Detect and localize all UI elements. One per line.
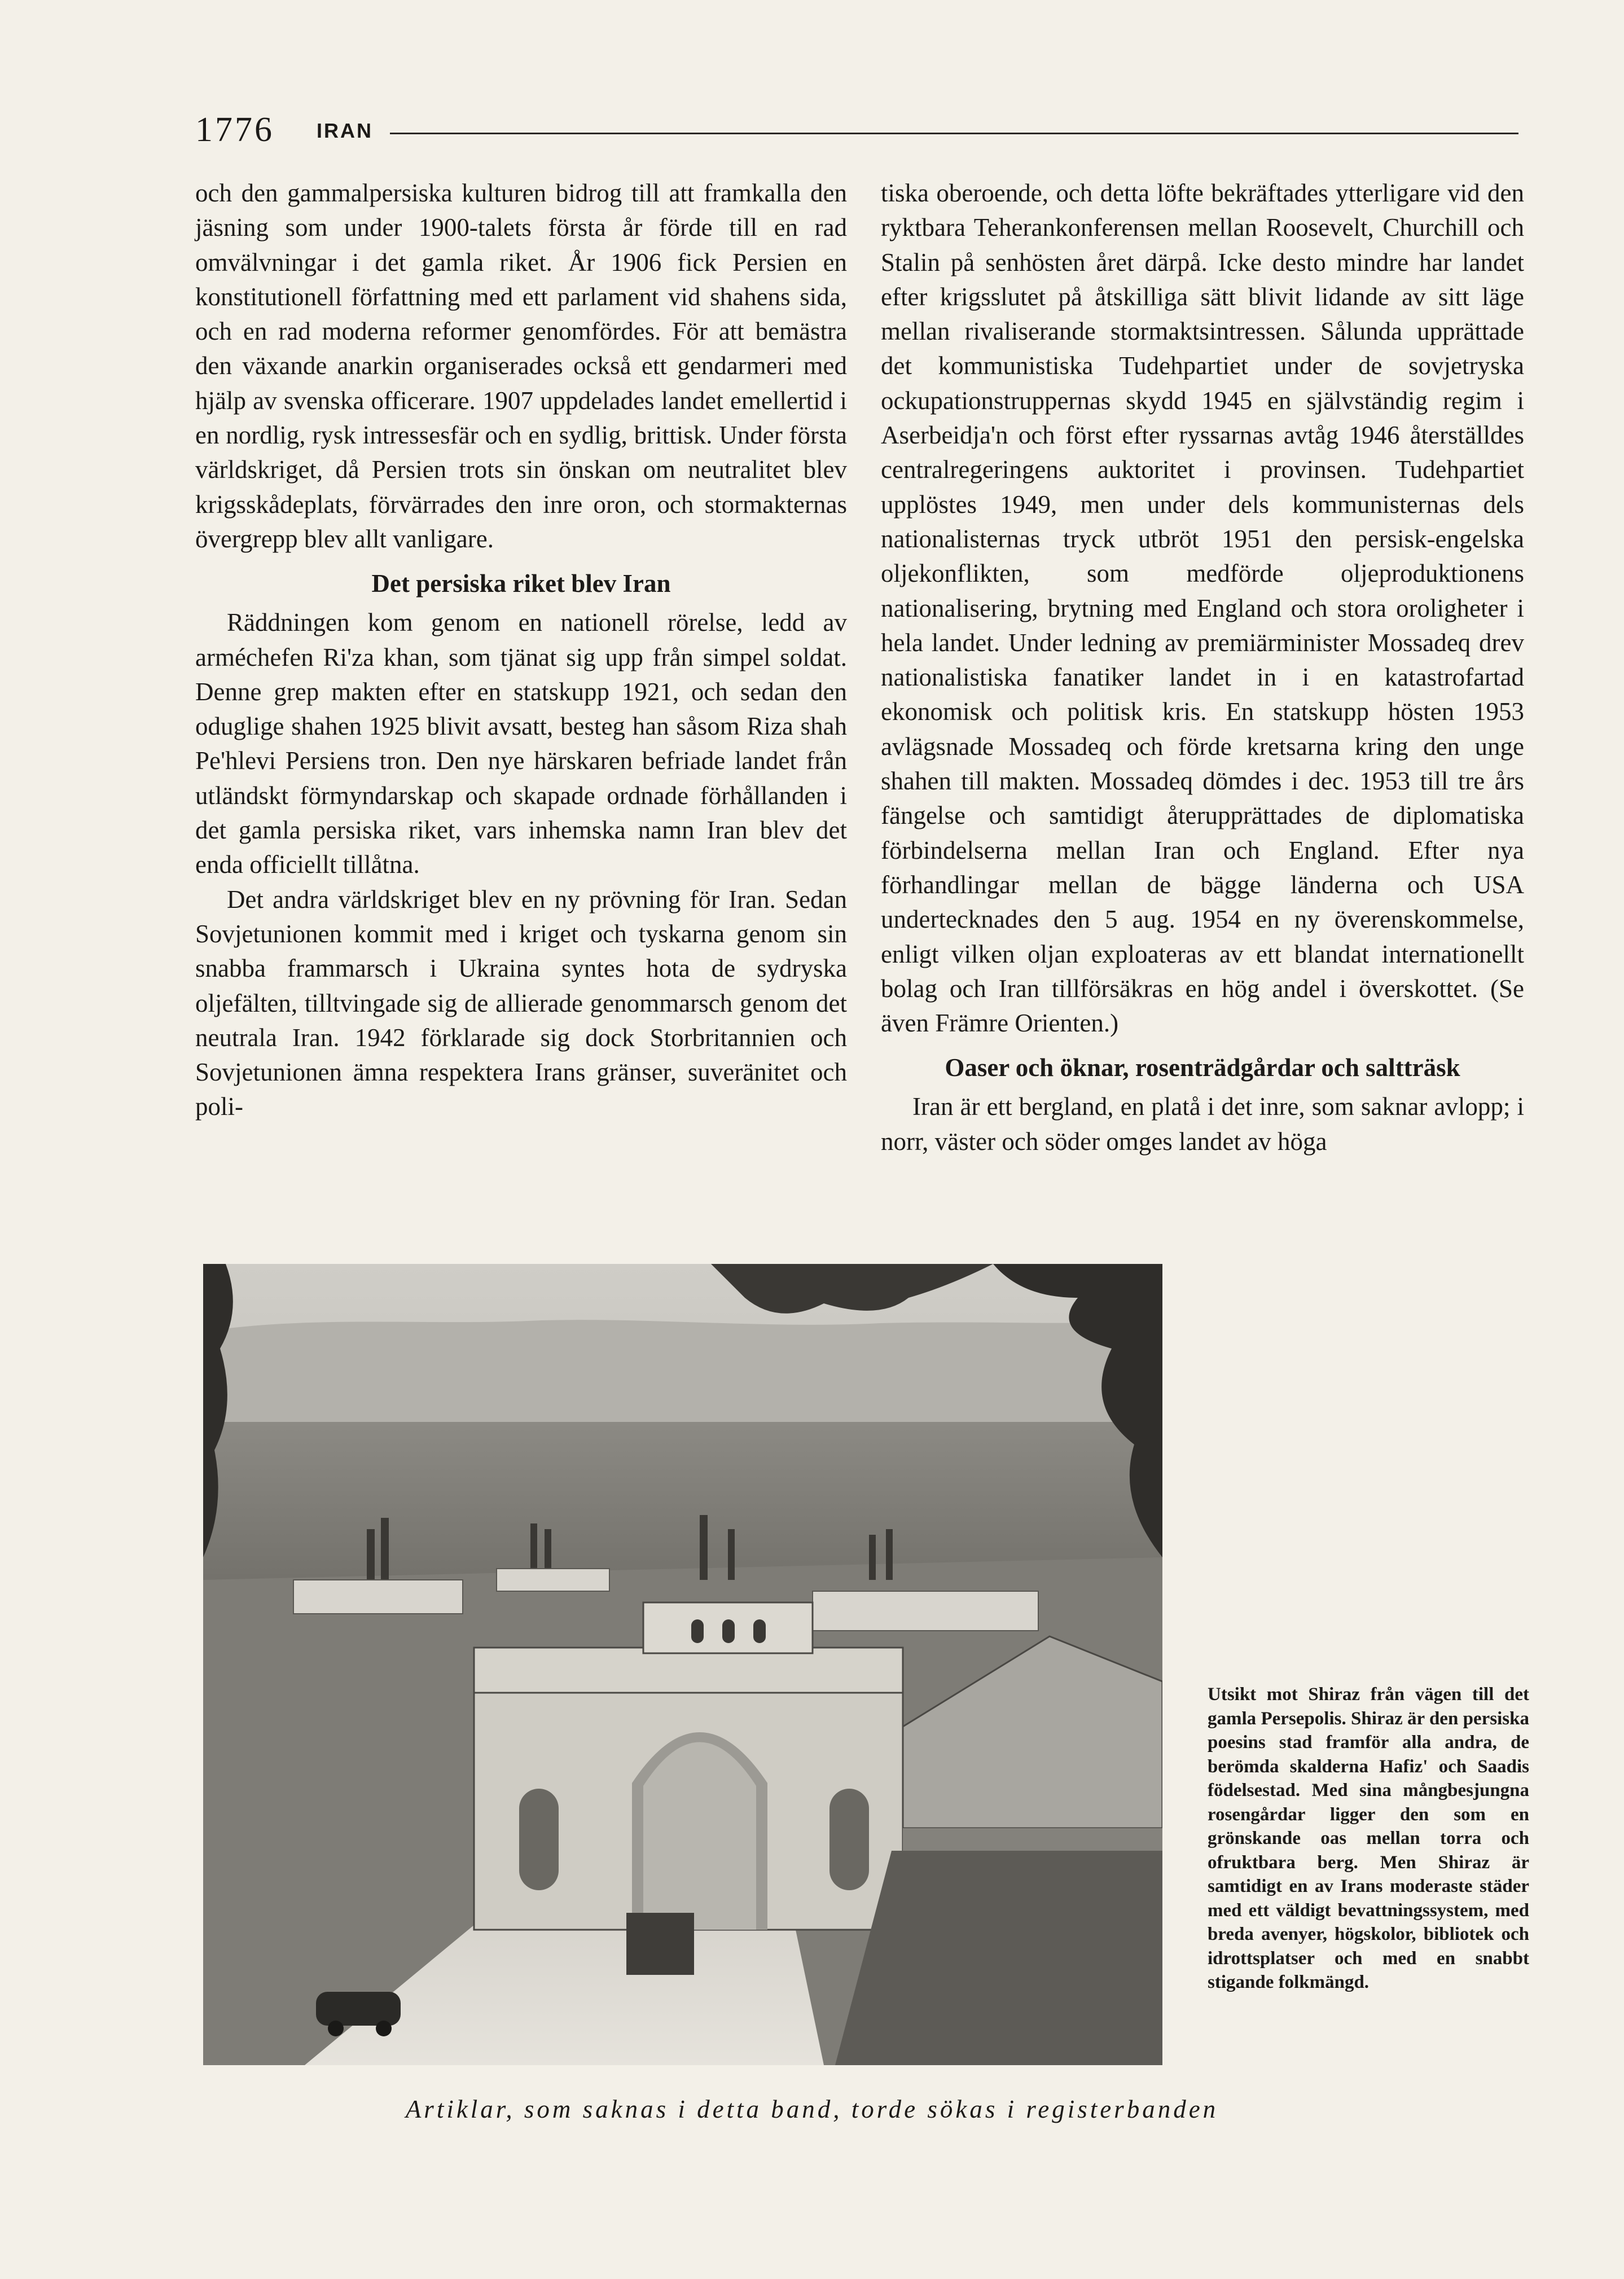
running-head: IRAN (317, 119, 373, 142)
header-rule (390, 133, 1518, 134)
right-column (881, 176, 1524, 1159)
right-paragraph-2: Iran är ett bergland, en platå i det inre, som saknar avlopp; i norr, väster och söder omges landet av höga (881, 1092, 1524, 1156)
section-heading-persiska-riket: Det persiska riket blev Iran (371, 569, 671, 598)
photo-caption: Utsikt mot Shiraz från vägen till det gamla Persepolis. Shiraz är den persiska poesins stad framför alla andra, de berömda skalderna Hafiz' och Saadis födelsestad. Med sina mångbesjungna rosengårdar ligger den som en grönskande oas mellan torra och ofruktbara berg. Men Shiraz är samtidigt en av Irans moderaste städer med ett väldigt bevattningssystem, med breda avenyer, högskolor, bibliotek och idrottsplatser och med en snabbt stigande folkmängd. (1208, 1684, 1529, 1992)
section-heading-oaser: Oaser och öknar, rosenträdgårdar och saltträsk (945, 1053, 1460, 1082)
page-footer-note: Artiklar, som saknas i detta band, torde sökas i registerbanden (405, 2095, 1219, 2123)
left-paragraph-3: Det andra världskriget blev en ny prövning för Iran. Sedan Sovjetunionen kommit med i kriget och tyskarna genom sin snabba frammarsch i Ukraina syntes hota de sydryska oljefälten, tilltvingade sig de allierade genommarsch genom det neutrala Iran. 1942 förklarade sig dock Storbritannien och Sovjetunionen ämna respektera Irans gränser, suveränitet och poli- (195, 885, 847, 1121)
right-paragraph-1: tiska oberoende, och detta löfte bekräftades ytterligare vid den ryktbara Teherankonferensen mellan Roosevelt, Churchill och Stalin på senhösten året därpå. Icke desto mindre har landet efter krigsslutet på åtskilliga sätt blivit lidande av sitt läge mellan rivaliserande stormaktsintressen. Sålunda upprättade det kommunistiska Tudehpartiet under de sovjetryska ockupationstruppernas skydd 1945 en självständig regim i Aserbeidja'n och först efter ryssarnas avtåg 1946 återställdes centralregeringens auktoritet i provinsen. Tudehpartiet upplöstes 1949, men under dels kommunisternas dels nationalisternas tryck utbröt 1951 den persisk-engelska oljekonflikten, som medförde oljeproduktionens nationalisering, brytning med England och stora oroligheter i hela landet. Under ledning av premiärminister Mossadeq drev nationalistiska fanatiker landet in i en katastrofartad ekonomisk och politisk kris. En statskupp hösten 1953 avlägsnade Mossadeq och förde kretsarna kring den unge shahen till makten. Mossadeq dömdes i dec. 1953 till tre års fängelse och samtidigt återupprättades de diplomatiska förbindelserna mellan Iran och England. Efter nya förhandlingar mellan de bägge länderna och USA undertecknades den 5 aug. 1954 en ny överenskommelse, enligt vilken oljan exploateras av ett blandat internationellt bolag och Iran tillförsäkras en hög andel i överskottet. (Se även Främre Orienten.) (881, 179, 1524, 1038)
page-number: 1776 (195, 111, 274, 149)
left-paragraph-1: och den gammalpersiska kulturen bidrog till att framkalla den jäsning som under 1900-talets första år förde till en rad omvälvningar i det gamla riket. År 1906 fick Persien en konstitutionell författning med ett parlament vid shahens sida, och en rad moderna reformer genomfördes. För att bemästra den växande anarkin organiserades också ett gendarmeri med hjälp av svenska officerare. 1907 uppdelades landet emellertid i en nordlig, rysk intressesfär och en sydlig, brittisk. Under första världskriget, då Persien trots sin önskan om neutralitet blev krigsskådeplats, förvärrades den inre oron, och stormakternas övergrepp blev allt vanligare. (195, 179, 847, 553)
shiraz-gate-photo (203, 1264, 1162, 2065)
page-header (195, 110, 1518, 155)
left-paragraph-2: Räddningen kom genom en nationell rörelse, ledd av arméchefen Ri'za khan, som tjänat sig upp från simpel soldat. Denne grep makten efter en statskupp 1921, och sedan den oduglige shahen 1925 blivit avsatt, besteg han såsom Riza shah Pe'hlevi Persiens tron. Den nye härskaren befriade landet från utländskt förmyndarskap och skapade ordnade förhållanden i det gamla persiska riket, vars inhemska namn Iran blev det enda officiellt tillåtna. (195, 608, 847, 879)
left-column (195, 176, 847, 1125)
